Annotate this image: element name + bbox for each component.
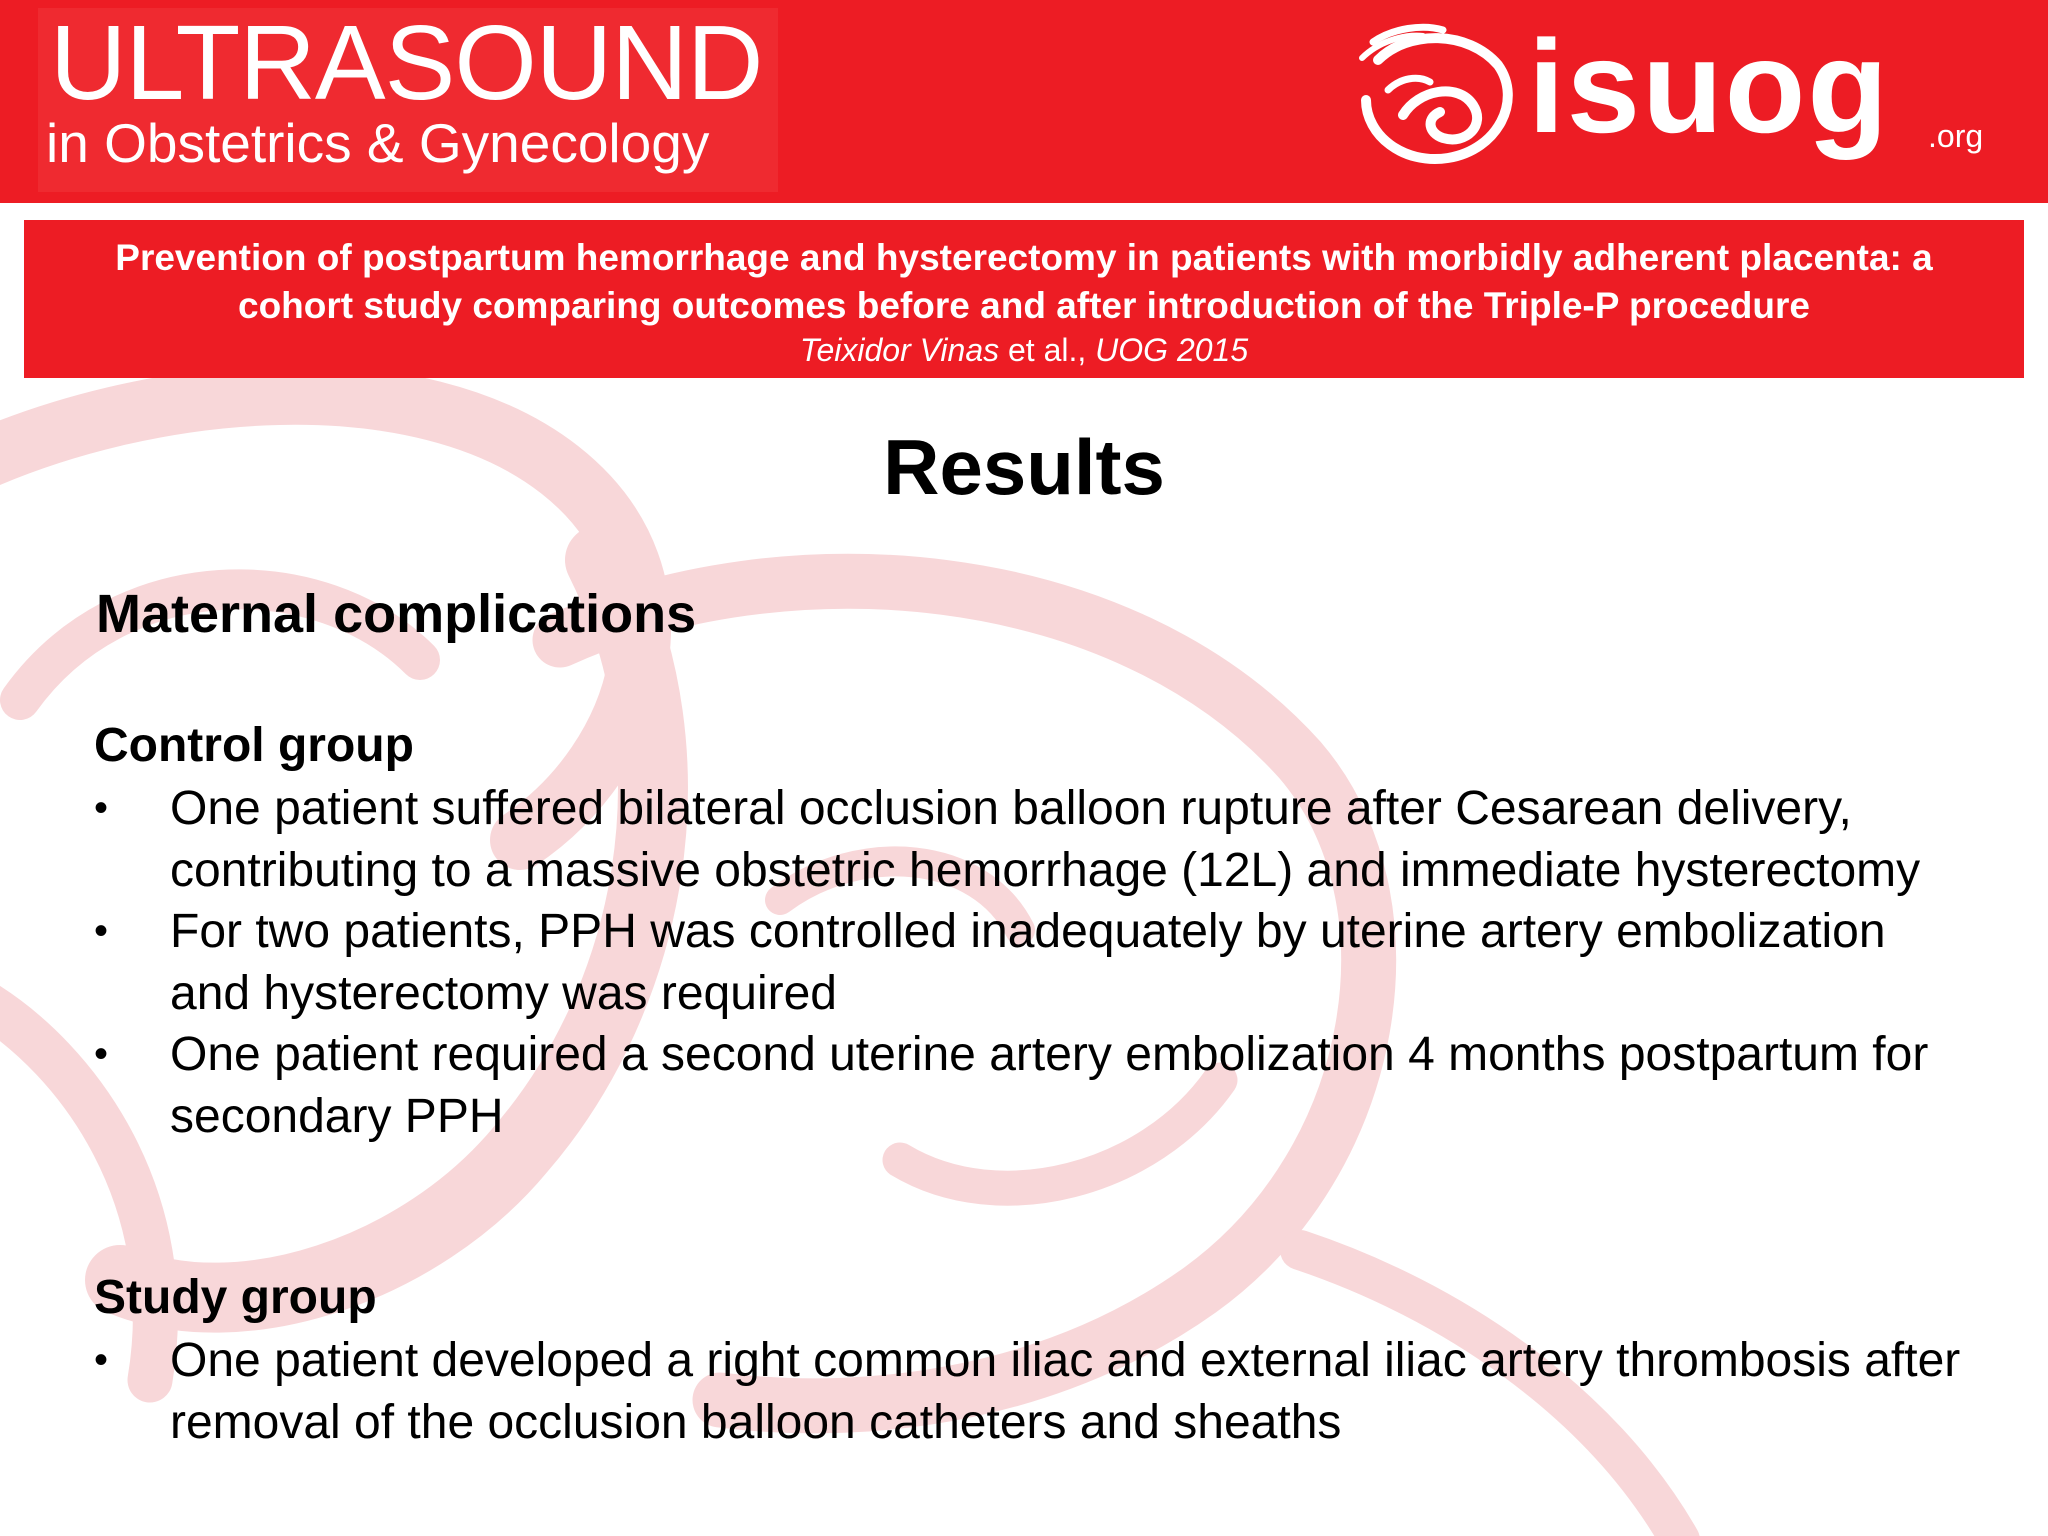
paper-authors: Teixidor Vinas bbox=[799, 332, 1000, 368]
list-item: • One patient required a second uterine artery embolization 4 months postpartum for secondary PPH bbox=[94, 1024, 1974, 1147]
slide-heading: Results bbox=[883, 423, 1165, 511]
paper-source: UOG 2015 bbox=[1095, 332, 1249, 368]
paper-title: Prevention of postpartum hemorrhage and hysterectomy in patients with morbidly adherent placenta: a cohort study comparing outcomes before and after introduction of the Triple-P procedure bbox=[115, 237, 1933, 326]
journal-title-sub: in Obstetrics & Gynecology bbox=[46, 112, 710, 174]
section-heading: Maternal complications bbox=[96, 584, 697, 644]
journal-title-main: ULTRASOUND bbox=[50, 4, 763, 122]
list-item: • One patient suffered bilateral occlusion balloon rupture after Cesarean delivery, contributing to a massive obstetric hemorrhage (12L) and immediate hysterectomy bbox=[94, 778, 1974, 901]
list-item: • One patient developed a right common iliac and external iliac artery thrombosis after removal of the occlusion balloon catheters and sheaths bbox=[94, 1330, 1974, 1453]
study-group-heading: Study group bbox=[94, 1271, 377, 1324]
list-item: • For two patients, PPH was controlled inadequately by uterine artery embolization and hysterectomy was required bbox=[94, 901, 1974, 1024]
control-group-heading: Control group bbox=[94, 719, 414, 772]
study-group-list bbox=[94, 1330, 1974, 1453]
paper-et-al: et al., bbox=[999, 332, 1096, 368]
isuog-org-suffix: .org bbox=[1928, 118, 1984, 154]
control-group-list bbox=[94, 778, 1974, 1147]
isuog-wordmark: isuog bbox=[1528, 13, 1890, 160]
